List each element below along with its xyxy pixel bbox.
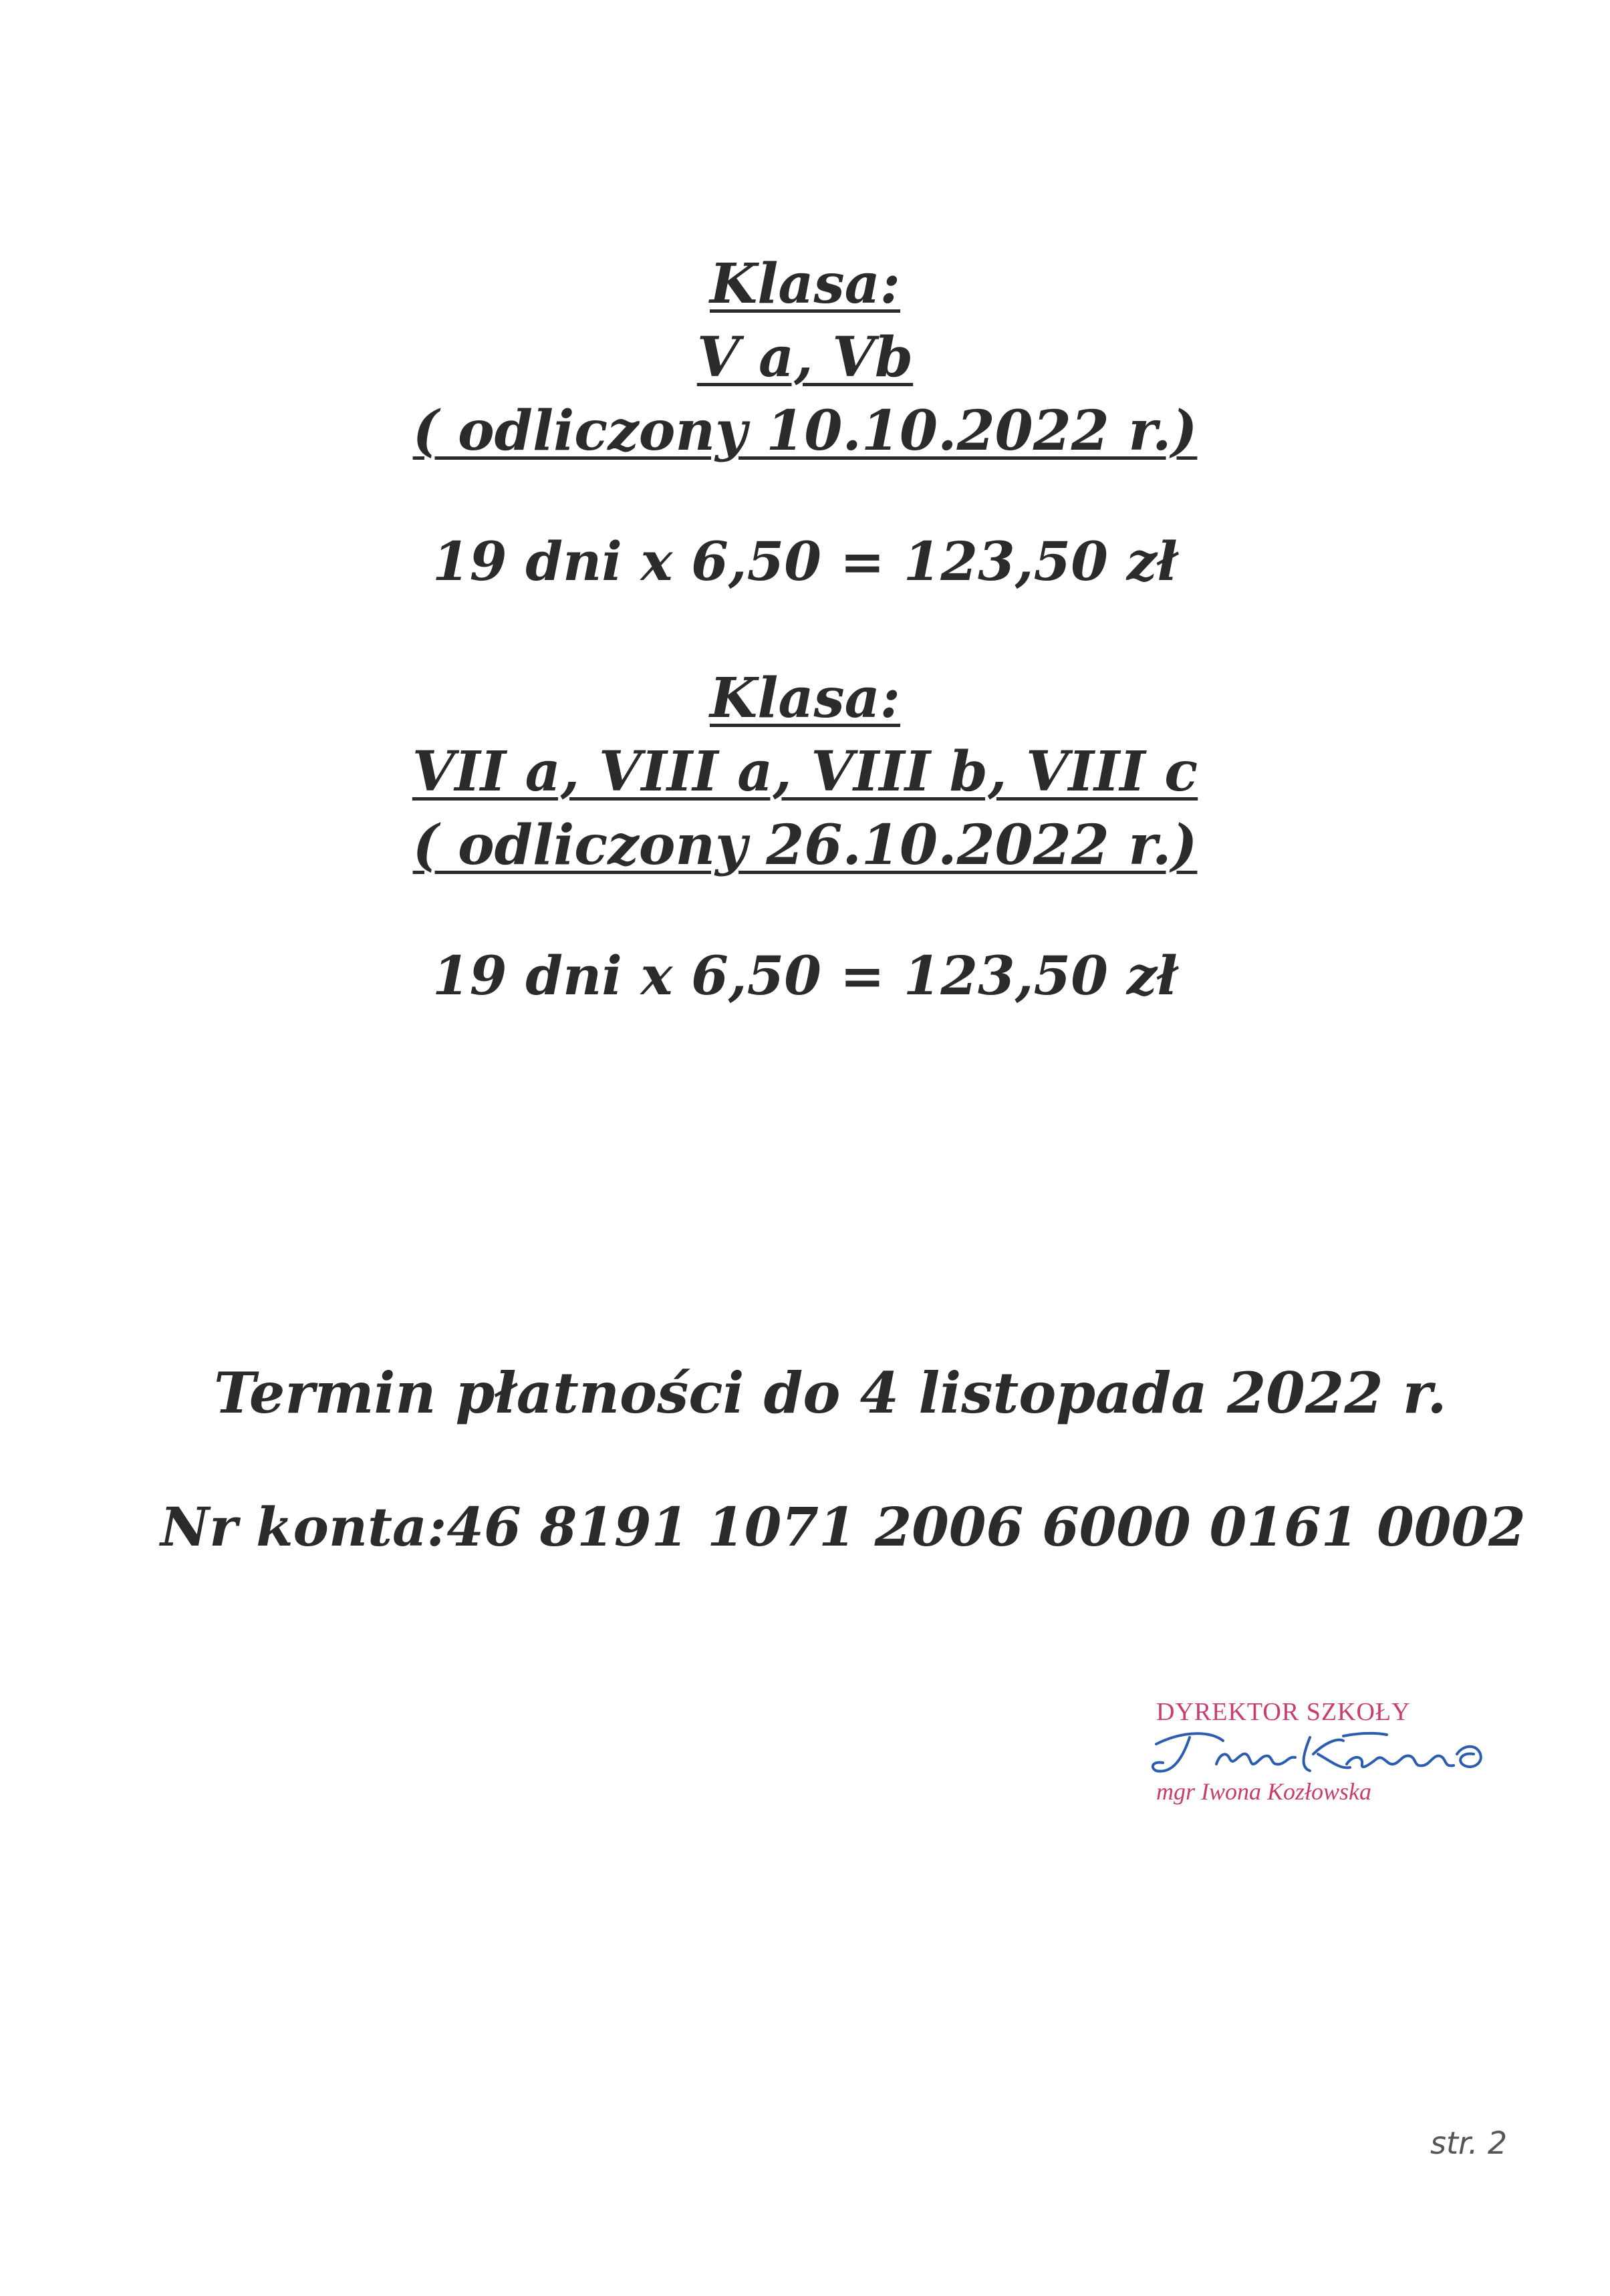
- account-number: Nr konta:46 8191 1071 2006 6000 0161 0002: [160, 1495, 1526, 1558]
- section1-deducted-date: ( odliczony 10.10.2022 r.): [412, 399, 1198, 463]
- section1-heading: Klasa:: [709, 252, 901, 316]
- stamp-title: DYREKTOR SZKOŁY: [1156, 1698, 1411, 1726]
- section2-heading: Klasa:: [709, 666, 901, 730]
- section2-calculation: 19 dni x 6,50 = 123,50 zł: [432, 944, 1178, 1007]
- payment-deadline: Termin płatności do 4 listopada 2022 r.: [214, 1360, 1447, 1426]
- section1-classes: V a, Vb: [696, 325, 914, 390]
- section1-calculation: 19 dni x 6,50 = 123,50 zł: [432, 530, 1178, 593]
- stamp-name: mgr Iwona Kozłowska: [1156, 1778, 1372, 1805]
- director-stamp: [1136, 1697, 1510, 1831]
- section2-deducted-date: ( odliczony 26.10.2022 r.): [412, 813, 1198, 877]
- section2-classes: VII a, VIII a, VIII b, VIII c: [412, 740, 1198, 804]
- page-number: str. 2: [1430, 2125, 1508, 2161]
